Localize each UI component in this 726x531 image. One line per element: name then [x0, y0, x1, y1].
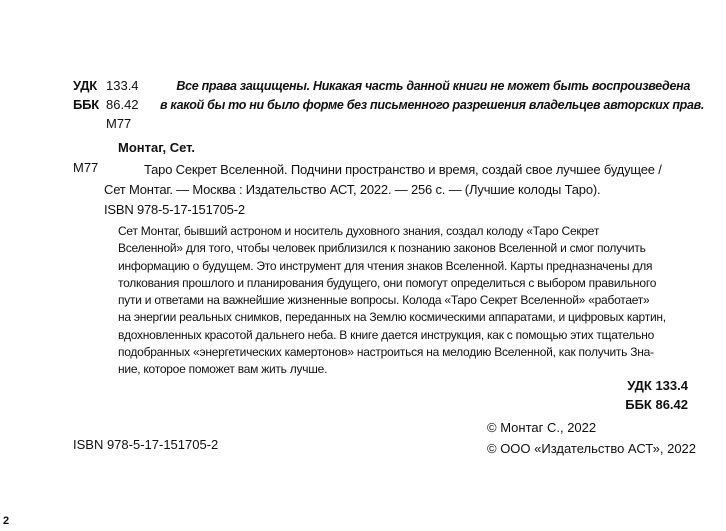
annotation-line: подобранных «энергетических камертонов» настроиться на мелодию Вселенной, как получить Зна-	[118, 345, 654, 360]
annotation	[118, 223, 688, 379]
bibliographic-description	[104, 160, 689, 220]
rights-line: Все права защищены. Никакая часть данной книги не может быть воспроизведена	[176, 79, 690, 93]
author-mark: М77	[106, 116, 132, 131]
annotation-line: вдохновленных красотой дальнего неба. В книге дается инструкция, как с помощью этих тщательно	[118, 327, 655, 342]
udk-label: УДК	[73, 78, 98, 93]
rights-notice	[160, 77, 705, 115]
bbk-value: 86.42	[106, 97, 139, 112]
bibliographic-mark: М77	[73, 160, 99, 175]
annotation-line: толкования прошлого и планирования будущего, они помогут определиться с выбором правильного	[118, 275, 657, 290]
copyright-block	[487, 417, 696, 459]
bottom-isbn: ISBN 978-5-17-151705-2	[73, 437, 219, 452]
footer-udk: УДК 133.4	[627, 378, 688, 393]
annotation-line: на энергии реальных снимков, переданных на Землю космическими аппаратами, и цифровых картин,	[118, 310, 666, 325]
udk-value: 133.4	[106, 78, 139, 93]
copyright-line: © ООО «Издательство АСТ», 2022	[487, 441, 697, 456]
footer-codes	[625, 376, 688, 414]
annotation-line: Вселенной» для того, чтобы человек приблизился к познанию законов Вселенной и смог получить	[118, 241, 646, 256]
bbk-label: ББК	[73, 97, 100, 112]
footer-bbk: ББК 86.42	[625, 397, 688, 412]
author-heading: Монтаг, Сет.	[118, 140, 195, 155]
annotation-line: ние, которое поможет вам жить лучше.	[118, 362, 328, 377]
copyright-line: © Монтаг С., 2022	[487, 420, 597, 435]
annotation-line: Сет Монтаг, бывший астроном и носитель духовного знания, создал колоду «Таро Секрет	[118, 224, 600, 238]
annotation-line: информацию о будущем. Это инструмент для чтения знаков Вселенной. Карты предназначены для	[118, 258, 653, 273]
page-number: 2	[3, 515, 10, 527]
annotation-line: пути и ответами на важнейшие жизненные вопросы. Колода «Таро Секрет Вселенной» «работает»	[118, 293, 650, 308]
isbn-line: ISBN 978-5-17-151705-2	[104, 202, 245, 217]
rights-line: в какой бы то ни было форме без письменного разрешения владельцев авторских прав.	[160, 98, 705, 112]
description-line: Таро Секрет Вселенной. Подчини пространство и время, создай свое лучшее будущее /	[144, 162, 662, 177]
description-line: Сет Монтаг. — Москва : Издательство АСТ, 2022. — 256 с. — (Лучшие колоды Таро).	[104, 182, 601, 197]
